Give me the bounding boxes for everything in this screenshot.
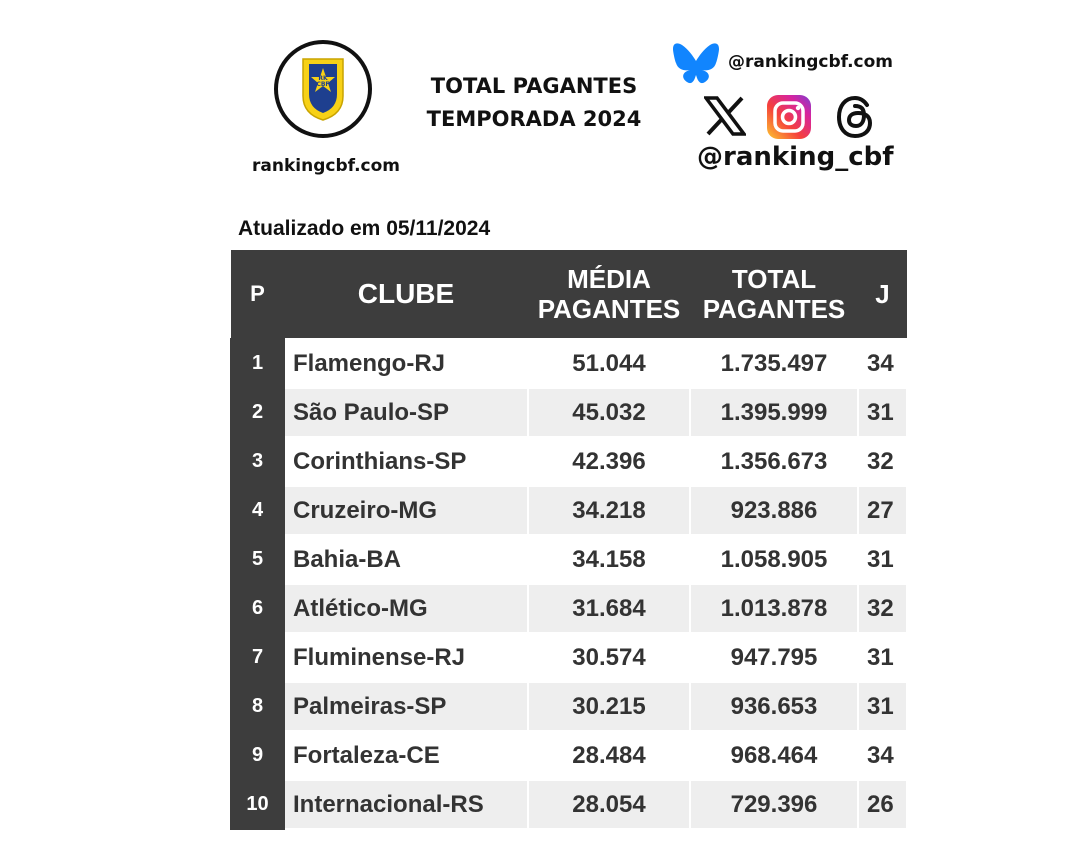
header-total bbox=[690, 250, 858, 339]
cell-total: 936.653 bbox=[690, 682, 858, 731]
cell-average: 30.574 bbox=[528, 633, 690, 682]
logo-text-cbf: CBF bbox=[316, 81, 330, 88]
table-row bbox=[231, 780, 907, 829]
title-line-1: TOTAL PAGANTES bbox=[430, 74, 638, 98]
updated-date: Atualizado em 05/11/2024 bbox=[238, 217, 491, 240]
cell-games: 31 bbox=[858, 682, 907, 731]
cell-average: 34.218 bbox=[528, 486, 690, 535]
bluesky-icon bbox=[672, 42, 720, 84]
cell-total: 1.356.673 bbox=[690, 437, 858, 486]
header-position: P bbox=[231, 250, 284, 339]
table-header-row bbox=[231, 250, 907, 339]
cell-games: 31 bbox=[858, 535, 907, 584]
logo-text-rk: RK bbox=[318, 75, 328, 82]
header-games: J bbox=[858, 250, 907, 339]
site-name: rankingcbf.com bbox=[252, 156, 401, 176]
cell-club: Atlético-MG bbox=[284, 584, 528, 633]
cell-average: 28.484 bbox=[528, 731, 690, 780]
cell-average: 34.158 bbox=[528, 535, 690, 584]
ranking-cbf-logo bbox=[274, 40, 372, 138]
cell-position: 2 bbox=[231, 388, 284, 437]
cell-position: 7 bbox=[231, 633, 284, 682]
cell-total: 729.396 bbox=[690, 780, 858, 829]
page-title bbox=[408, 70, 660, 136]
cell-games: 34 bbox=[858, 731, 907, 780]
cell-club: Fluminense-RJ bbox=[284, 633, 528, 682]
cell-average: 45.032 bbox=[528, 388, 690, 437]
cell-total: 1.395.999 bbox=[690, 388, 858, 437]
cell-club: Flamengo-RJ bbox=[284, 339, 528, 388]
table-row bbox=[231, 339, 907, 388]
cell-position: 9 bbox=[231, 731, 284, 780]
title-line-2: TEMPORADA 2024 bbox=[426, 107, 642, 131]
cell-games: 32 bbox=[858, 437, 907, 486]
cell-club: Fortaleza-CE bbox=[284, 731, 528, 780]
cell-position: 10 bbox=[231, 780, 284, 829]
table-row bbox=[231, 731, 907, 780]
cell-total: 1.013.878 bbox=[690, 584, 858, 633]
cell-club: Palmeiras-SP bbox=[284, 682, 528, 731]
cell-total: 923.886 bbox=[690, 486, 858, 535]
cell-position: 1 bbox=[231, 339, 284, 388]
header-average-line2: PAGANTES bbox=[537, 294, 681, 324]
cell-club: Bahia-BA bbox=[284, 535, 528, 584]
bluesky-handle[interactable]: @rankingcbf.com bbox=[728, 52, 894, 72]
cell-games: 27 bbox=[858, 486, 907, 535]
cell-average: 51.044 bbox=[528, 339, 690, 388]
cell-average: 30.215 bbox=[528, 682, 690, 731]
cell-average: 42.396 bbox=[528, 437, 690, 486]
shield-logo-icon bbox=[300, 56, 346, 122]
cell-average: 31.684 bbox=[528, 584, 690, 633]
table-row bbox=[231, 437, 907, 486]
cell-position: 3 bbox=[231, 437, 284, 486]
cell-position: 4 bbox=[231, 486, 284, 535]
cell-club: São Paulo-SP bbox=[284, 388, 528, 437]
cell-total: 947.795 bbox=[690, 633, 858, 682]
header-total-line1: TOTAL bbox=[731, 264, 817, 294]
table-row bbox=[231, 682, 907, 731]
cell-club: Internacional-RS bbox=[284, 780, 528, 829]
cell-position: 5 bbox=[231, 535, 284, 584]
cell-games: 26 bbox=[858, 780, 907, 829]
table-row bbox=[231, 584, 907, 633]
table-row bbox=[231, 633, 907, 682]
table-row bbox=[231, 486, 907, 535]
header-total-line2: PAGANTES bbox=[702, 294, 846, 324]
cell-games: 34 bbox=[858, 339, 907, 388]
header-average-line1: MÉDIA bbox=[567, 264, 651, 294]
header-club: CLUBE bbox=[284, 250, 528, 339]
table-row bbox=[231, 535, 907, 584]
cell-games: 32 bbox=[858, 584, 907, 633]
table-row bbox=[231, 388, 907, 437]
x-icon[interactable] bbox=[704, 96, 746, 136]
cell-position: 8 bbox=[231, 682, 284, 731]
ranking-table bbox=[230, 250, 908, 830]
cell-average: 28.054 bbox=[528, 780, 690, 829]
cell-total: 968.464 bbox=[690, 731, 858, 780]
header-average bbox=[528, 250, 690, 339]
cell-club: Corinthians-SP bbox=[284, 437, 528, 486]
cell-total: 1.735.497 bbox=[690, 339, 858, 388]
cell-games: 31 bbox=[858, 633, 907, 682]
threads-icon[interactable] bbox=[834, 95, 876, 139]
cell-club: Cruzeiro-MG bbox=[284, 486, 528, 535]
cell-position: 6 bbox=[231, 584, 284, 633]
social-handle[interactable]: @ranking_cbf bbox=[697, 142, 894, 172]
cell-games: 31 bbox=[858, 388, 907, 437]
cell-total: 1.058.905 bbox=[690, 535, 858, 584]
instagram-icon[interactable] bbox=[766, 94, 812, 140]
